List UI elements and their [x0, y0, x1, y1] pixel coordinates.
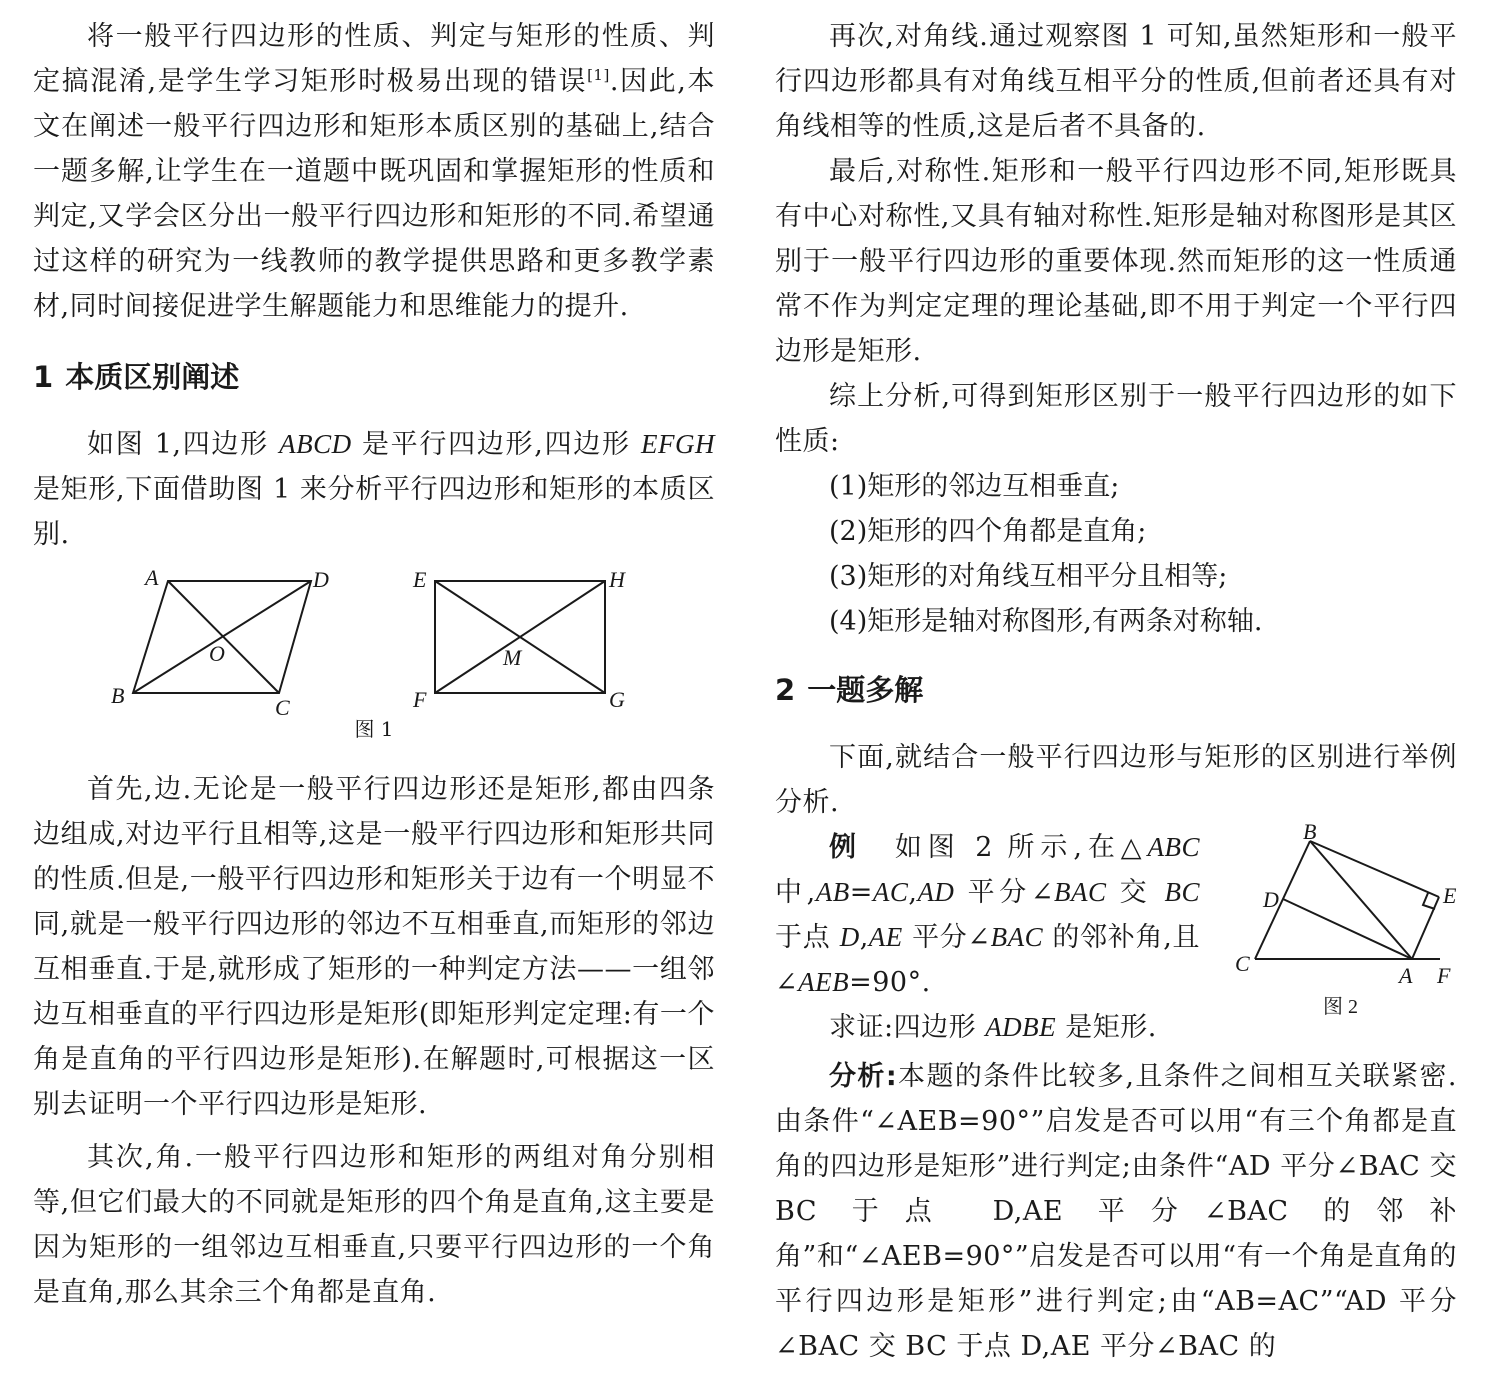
figure1-intro-paragraph: 如图 1,四边形 ABCD 是平行四边形,四边形 EFGH 是矩形,下面借助图 1 来分析平行四边形和矩形的本质区别.: [33, 429, 716, 550]
example-statement: 例 如图 2 所示,在△ABC 中,AB=AC,AD 平分∠BAC 交 BC 于点 D,AE 平分∠BAC 的邻补角,且∠AEB=90°.: [775, 832, 1200, 998]
label-o: O: [209, 641, 225, 666]
label-c: C: [1235, 951, 1250, 976]
label-d: D: [313, 567, 329, 592]
angles-paragraph: 其次,角.一般平行四边形和矩形的两组对角分别相等,但它们最大的不同就是矩形的四个角是直角,这主要是因为矩形的一组邻边互相垂直,只要平行四边形的一个角是直角,那么其余三个角都是直角.: [33, 1142, 715, 1308]
label-f: F: [413, 687, 427, 712]
sides-paragraph: 首先,边.无论是一般平行四边形还是矩形,都由四条边组成,对边平行且相等,这是一般平行四边形和矩形共同的性质.但是,一般平行四边形和矩形关于边有一个明显不同,就是一般平行四边形的邻边不互相垂直,而矩形的邻边互相垂直.于是,就形成了矩形的一种判定方法——一组邻边互相垂直的平行四边形是矩形(即矩形判定定理:有一个角是直角的平行四边形是矩形).在解题时,可根据这一区别去证明一个平行四边形是矩形.: [33, 774, 715, 1120]
analysis-paragraph: 分析:本题的条件比较多,且条件之间相互关联紧密.由条件“∠AEB=90°”启发是否可以用“有三个角都是直角的四边形是矩形”进行判定;由条件“AD 平分∠BAC 交 BC 于点 D,AE 平分∠BAC 的邻补角”和“∠AEB=90°”启发是否可以用“有一个角是直角的平行四边形是矩形”进行判定;由“AB=AC”“AD 平分∠BAC 交 BC 于点 D,AE 平分∠BAC 的: [775, 1061, 1457, 1362]
summary-paragraph: 综上分析,可得到矩形区别于一般平行四边形的如下性质:: [775, 381, 1457, 457]
example-intro-paragraph: 下面,就结合一般平行四边形与矩形的区别进行举例分析.: [775, 742, 1457, 818]
citation-ref[interactable]: [1]: [587, 66, 610, 84]
example-label: 例: [829, 832, 862, 863]
label-b: B: [111, 683, 125, 708]
label-a: A: [1399, 963, 1413, 988]
intro-paragraph: 将一般平行四边形的性质、判定与矩形的性质、判定搞混淆,是学生学习矩形时极易出现的错误[1].因此,本文在阐述一般平行四边形和矩形本质区别的基础上,结合一题多解,让学生在一道题中既巩固和掌握矩形的性质和判定,又学会区分出一般平行四边形和矩形的不同.希望通过这样的研究为一线教师的教学提供思路和更多教学素材,同时间接促进学生解题能力和思维能力的提升.: [33, 21, 715, 322]
label-a: A: [145, 565, 159, 590]
property-list-item: (2)矩形的四个角都是直角;: [829, 516, 1147, 547]
example-block: [775, 819, 1457, 1050]
label-e: E: [1443, 883, 1457, 908]
label-m: M: [503, 645, 522, 670]
figure-1: [33, 557, 715, 747]
right-column: [775, 14, 1457, 1369]
label-h: H: [609, 567, 625, 592]
property-list-item: (4)矩形是轴对称图形,有两条对称轴.: [829, 606, 1263, 637]
rectangle-efgh: [435, 581, 605, 693]
label-c: C: [275, 695, 290, 720]
label-e: E: [413, 567, 427, 592]
prove-statement: 求证:四边形 ADBE 是矩形.: [829, 1012, 1157, 1043]
property-list-item: (1)矩形的邻边互相垂直;: [829, 471, 1120, 502]
left-column: [33, 14, 715, 1315]
analysis-label: 分析:: [829, 1061, 898, 1092]
section-1-heading: 1 本质区别阐述: [33, 360, 240, 394]
diagonals-paragraph: 再次,对角线.通过观察图 1 可知,虽然矩形和一般平行四边形都具有对角线互相平分的性质,但前者还具有对角线相等的性质,这是后者不具备的.: [775, 21, 1457, 142]
figure-2-diagram: [1215, 819, 1457, 1035]
label-f: F: [1437, 963, 1451, 988]
figure-1-caption: 图 1: [354, 717, 394, 741]
label-b: B: [1303, 819, 1317, 844]
property-list-item: (3)矩形的对角线互相平分且相等;: [829, 561, 1228, 592]
label-g: G: [609, 687, 625, 712]
symmetry-paragraph: 最后,对称性.矩形和一般平行四边形不同,矩形既具有中心对称性,又具有轴对称性.矩形是轴对称图形是其区别于一般平行四边形的重要体现.然而矩形的这一性质通常不作为判定定理的理论基础,即不用于判定一个平行四边形是矩形.: [775, 156, 1457, 367]
parallelogram-abcd: [133, 581, 311, 693]
label-d: D: [1263, 887, 1279, 912]
section-2-heading: 2 一题多解: [775, 673, 924, 707]
figure-2-caption: 图 2: [1323, 996, 1358, 1018]
